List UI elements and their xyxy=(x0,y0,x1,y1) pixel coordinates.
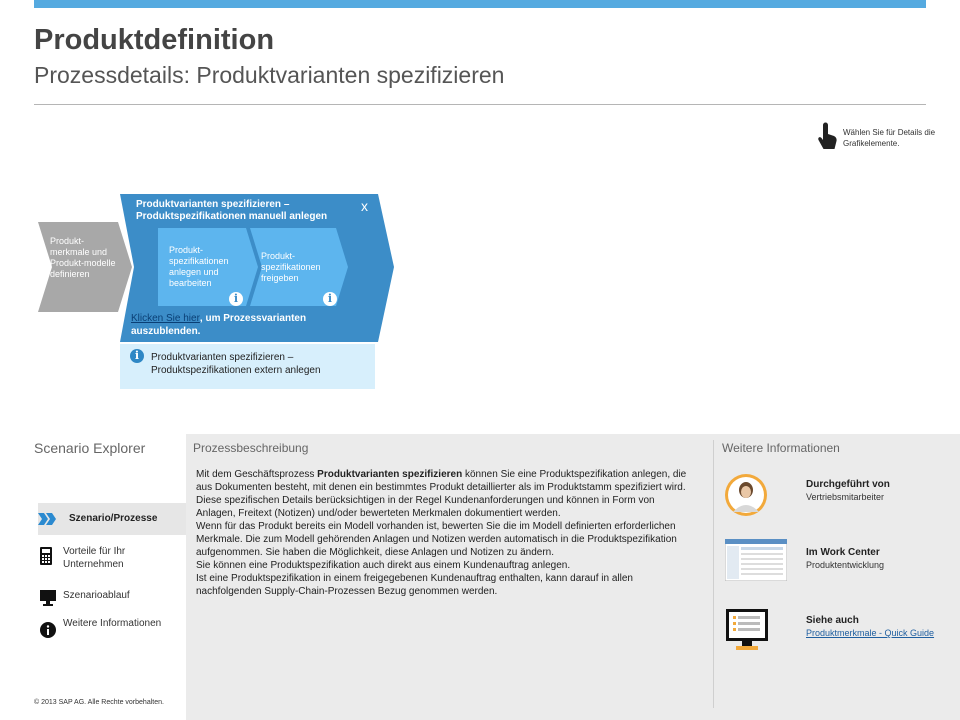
monitor-icon xyxy=(40,590,56,606)
process-panel-title: Produktvarianten spezifizieren – Produktspezifikationen manuell anlegen xyxy=(136,199,328,222)
process-description-text: Mit dem Geschäftsprozess Produktvarianten spezifizieren können Sie eine Produktspezifikation anlegen, die aus Dokumenten besteht, mit denen ein bestimmtes Produkt detaillierter als im Produktstamm spezifiziert wird. Diese spezifischen Details berücksichtigen in der Regel Kundenanforderungen und können in Form von Anlagen, Freitext (Notizen) und/oder bewerteten Merkmalen dokumentiert werden. Wenn für das Produkt bereits ein Modell vorhanden ist, bewerten Sie die im Modell definierten erforderlichen Merkmale. Die zum Modell gehörenden Anlagen und Notizen werden automatisch in die Produktspezifikation aufgenommen. Sie haben die Möglichkeit, diese Anlagen und Notizen zu ändern. Sie können eine Produktspezifikation auch direkt aus einem Kundenauftrag anlegen. Ist eine Produktspezifikation in einem freigegebenen Kundenauftrag enthalten, kann darauf in allen nachfolgenden Supply-Chain-Prozessen Bezug genommen werden. xyxy=(196,469,687,597)
nav-item-label[interactable]: Vorteile für Ihr Unternehmen xyxy=(63,546,126,570)
work-center: Im Work Center Produktentwicklung xyxy=(806,547,885,570)
toggle-variants-link[interactable]: Klicken Sie hier xyxy=(131,313,200,324)
double-chevron-icon xyxy=(38,511,58,527)
toggle-variants-rest: , um Prozessvarianten auszublenden. xyxy=(131,313,307,337)
process-description-title: Prozessbeschreibung xyxy=(193,441,309,455)
page-subtitle: Prozessdetails: Produktvarianten spezifizieren xyxy=(34,62,505,88)
info-icon xyxy=(40,622,56,638)
substep1-info-icon[interactable]: i xyxy=(229,292,243,306)
substep1-label[interactable]: Produkt-spezifikationen anlegen und bearbeiten xyxy=(169,245,229,288)
toggle-variants-text xyxy=(131,312,351,338)
hint-text: Wählen Sie für Details die Grafikelemente. xyxy=(843,128,936,148)
quick-guide-link[interactable]: Produktmerkmale - Quick Guide xyxy=(806,628,935,638)
copyright: © 2013 SAP AG. Alle Rechte vorbehalten. xyxy=(34,699,164,706)
scenario-explorer-title: Scenario Explorer xyxy=(34,440,146,456)
column-divider xyxy=(713,440,714,708)
nav-item-label[interactable]: Szenarioablauf xyxy=(63,590,130,601)
nav-item-label[interactable]: Weitere Informationen xyxy=(63,618,162,629)
info-icon[interactable]: i xyxy=(130,349,144,363)
see-also: Siehe auch Produktmerkmale - Quick Guide xyxy=(806,615,935,638)
work-center-screenshot-icon xyxy=(725,539,787,581)
calculator-icon xyxy=(40,547,52,565)
page-title: Produktdefinition xyxy=(34,24,275,56)
performed-by: Durchgeführt von Vertriebsmitarbeiter xyxy=(806,479,890,502)
close-button[interactable]: x xyxy=(361,198,368,214)
avatar xyxy=(725,474,767,516)
more-info-title: Weitere Informationen xyxy=(722,441,840,455)
document-monitor-icon xyxy=(726,609,768,651)
step-gray-label[interactable]: Produkt-merkmale und Produkt-modelle definieren xyxy=(50,236,116,279)
nav-item-label[interactable]: Szenario/Prozesse xyxy=(69,513,158,524)
external-variant-label[interactable]: Produktvarianten spezifizieren – Produktspezifikationen extern anlegen xyxy=(151,352,321,376)
substep2-label[interactable]: Produkt-spezifikationen freigeben xyxy=(261,251,321,283)
substep2-info-icon[interactable]: i xyxy=(323,292,337,306)
